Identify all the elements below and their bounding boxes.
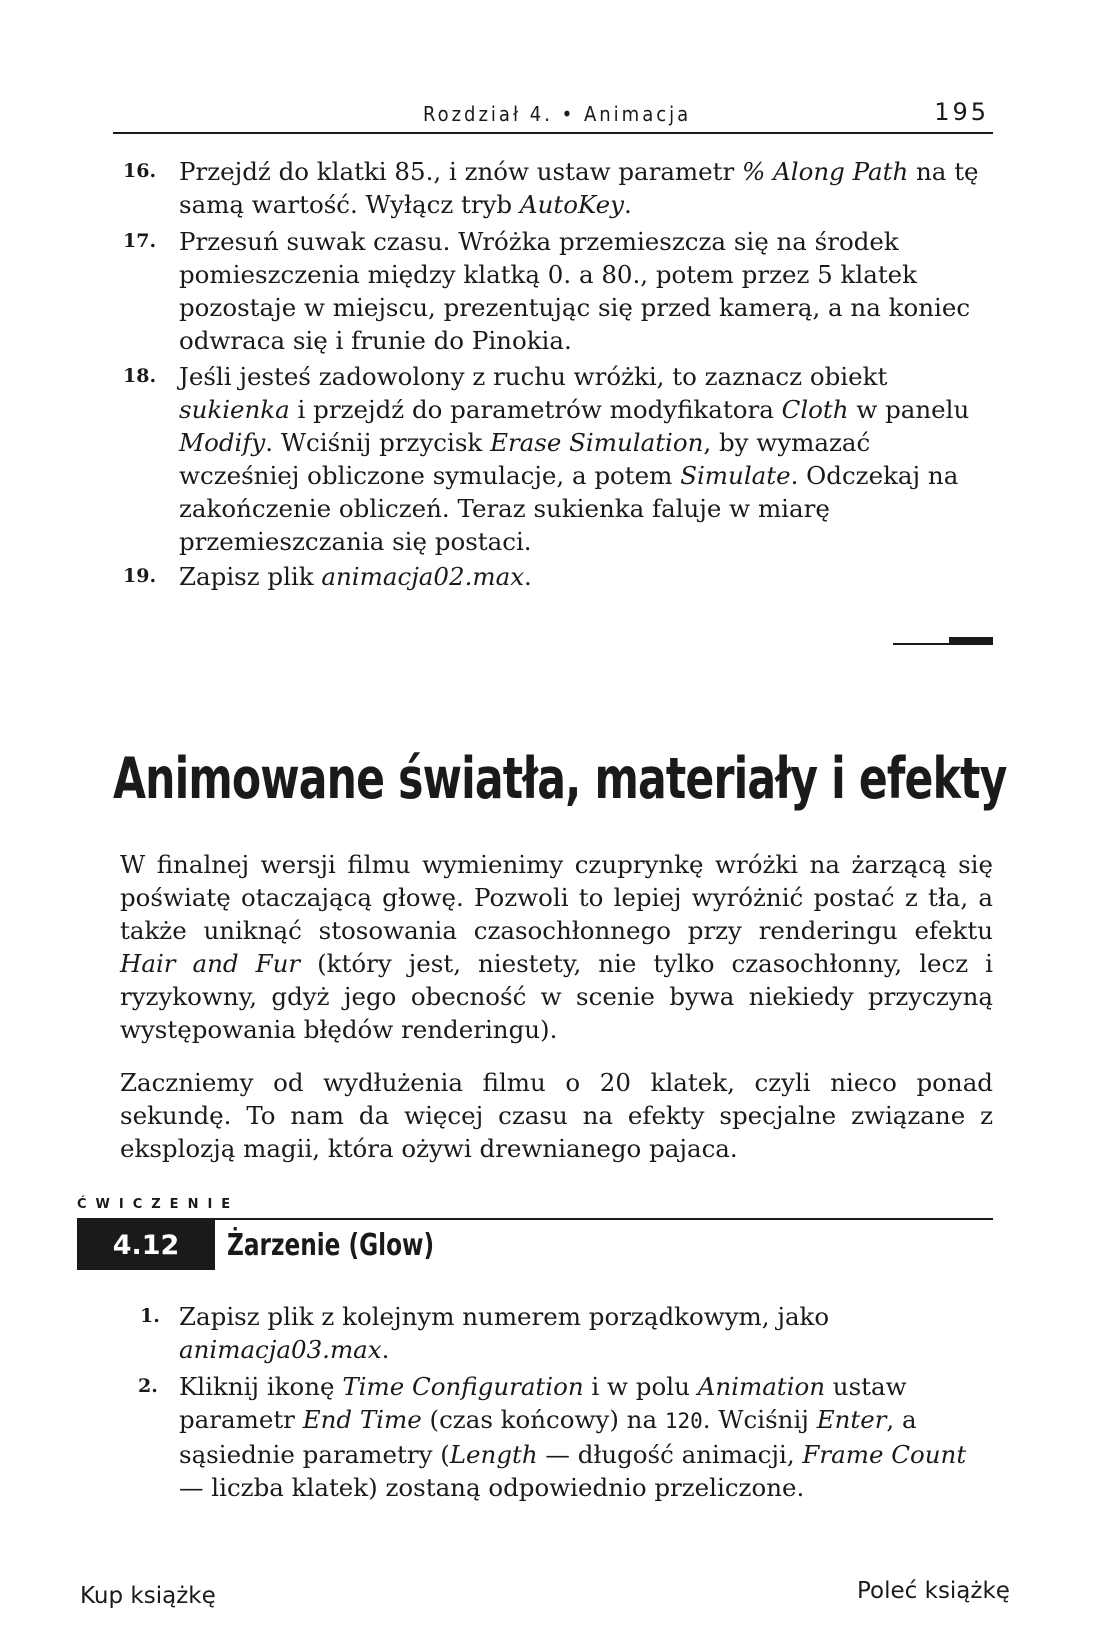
- step-number: 16.: [123, 160, 157, 182]
- step-text: Przesuń suwak czasu. Wróżka przemieszcza się na środek pomieszczenia między klatką 0. a 80., potem przez 5 klatek pozostaje w miejscu, prezentując się przed kamerą, a na koniec odwraca się i frunie do Pinokia.: [179, 227, 971, 355]
- step-number: 2.: [138, 1375, 158, 1397]
- step-text: Kliknij ikonę Time Configuration i w polu Animation ustaw parametr End Time (czas końcowy) na 120. Wciśnij Enter, a sąsiednie parametry (Length — długość animacji, Frame Count — liczba klatek) zostaną odpowiednio przeliczone.: [179, 1372, 967, 1502]
- step-text: Jeśli jesteś zadowolony z ruchu wróżki, to zaznacz obiekt sukienka i przejdź do parametrów modyfikatora Cloth w panelu Modify. Wciśnij przycisk Erase Simulation, by wymazać wcześniej obliczone symulacje, a potem Simulate. Odczekaj na zakończenie obliczeń. Teraz sukienka faluje w miarę przemieszczania się postaci.: [179, 362, 970, 556]
- running-head: [113, 96, 993, 134]
- step-text: Przejdź do klatki 85., i znów ustaw parametr % Along Path na tę samą wartość. Wyłącz tryb AutoKey.: [179, 157, 979, 219]
- list-item: [113, 1300, 993, 1366]
- chapter-title: Rozdział 4. • Animacja: [423, 102, 692, 126]
- buy-book-link[interactable]: Kup książkę: [80, 1583, 216, 1609]
- step-number: 17.: [123, 230, 157, 252]
- list-item: [113, 225, 993, 357]
- end-rule-thin: [893, 643, 953, 645]
- paragraph: Zaczniemy od wydłużenia filmu o 20 klatek, czyli nieco ponad sekundę. To nam da więcej czasu na efekty specjalne związane z eksplozją magii, która ożywi drewnianego pajaca.: [120, 1068, 993, 1163]
- step-number: 18.: [123, 365, 157, 387]
- list-item: [113, 1370, 993, 1504]
- step-text: Zapisz plik z kolejnym numerem porządkowym, jako animacja03.max.: [179, 1302, 830, 1364]
- step-text: Zapisz plik animacja02.max.: [179, 562, 532, 591]
- step-number: 1.: [140, 1305, 160, 1327]
- step-number: 19.: [123, 565, 157, 587]
- list-item: [113, 360, 993, 558]
- list-item: [113, 155, 993, 221]
- exercise-number: 4.12: [77, 1220, 215, 1270]
- end-rule-thick: [949, 637, 993, 645]
- section-title: Animowane światła, materiały i efekty: [113, 746, 1007, 812]
- page-number: 195: [934, 98, 989, 126]
- exercise-title: Żarzenie (Glow): [227, 1228, 435, 1263]
- exercise-label: ĆWICZENIE: [77, 1197, 240, 1212]
- end-of-exercise-rule: [893, 637, 993, 645]
- list-item: [113, 560, 993, 593]
- recommend-book-link[interactable]: Poleć książkę: [857, 1578, 1010, 1604]
- paragraph: W finalnej wersji filmu wymienimy czuprynkę wróżki na żarzącą się poświatę otaczającą głowę. Pozwoli to lepiej wyróżnić postać z tła, a także uniknąć stosowania czasochłonnego przy renderingu efektu Hair and Fur (który jest, niestety, nie tylko czasochłonny, lecz i ryzykowny, gdyż jego obecność w scenie bywa niekiedy przyczyną występowania błędów renderingu).: [120, 850, 993, 1044]
